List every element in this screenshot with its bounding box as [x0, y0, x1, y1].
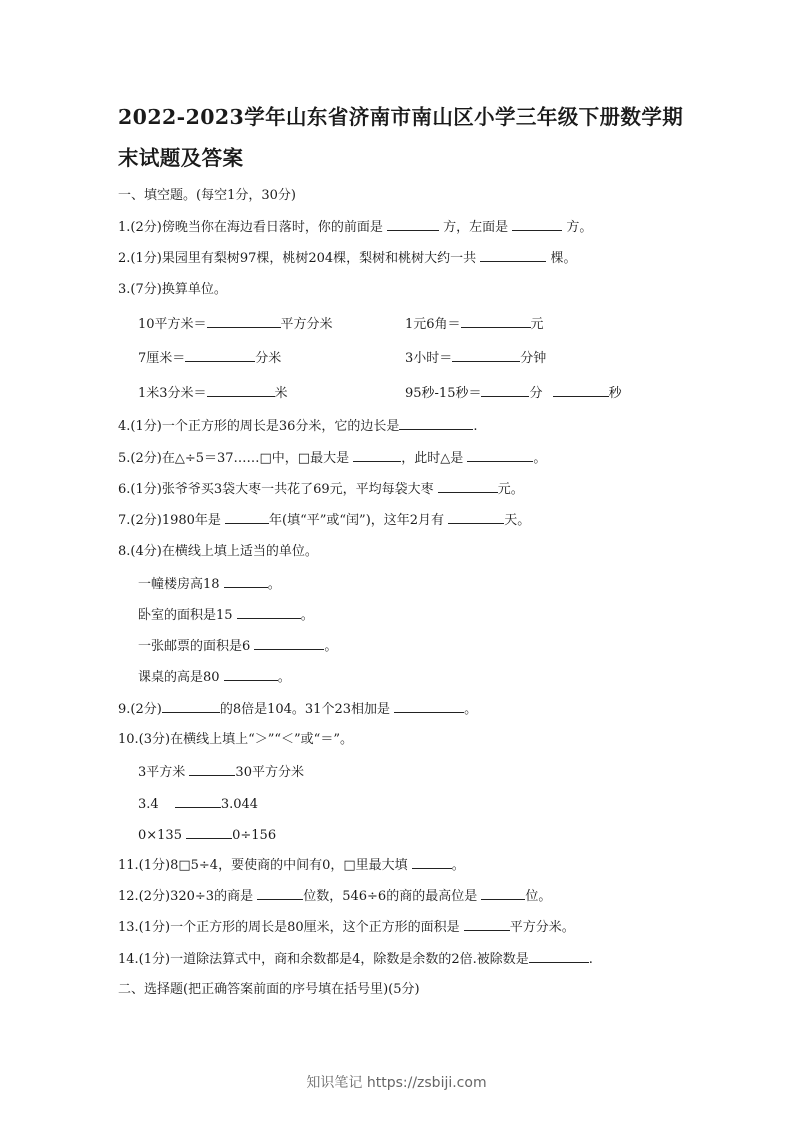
footer-watermark: 知识笔记 https://zsbiji.com: [306, 1075, 487, 1091]
q3-r2-blank-2[interactable]: [452, 350, 520, 362]
q10-r3-left: 0×135: [138, 828, 182, 843]
q9-text-b: 的8倍是104。31个23相加是: [219, 702, 390, 717]
q10-r1-blank[interactable]: [189, 764, 235, 776]
q3-row-2-left: [138, 350, 281, 367]
q8-i3-end: 。: [324, 639, 338, 654]
q10-r2-blank[interactable]: [175, 796, 221, 808]
q3-row-1-right: [405, 316, 544, 333]
q3-r1-text-d: 元: [530, 317, 544, 332]
q8-i1-blank[interactable]: [224, 576, 268, 588]
q8-i2-text: 卧室的面积是15: [138, 608, 233, 623]
q1-text-b: 方，左面是: [443, 220, 509, 235]
q12-text-a: 12.(2分)320÷3的商是: [118, 889, 254, 904]
q8-item-4: [138, 669, 291, 686]
q3-r2-text-c: 3小时＝: [405, 351, 453, 366]
question-4: [118, 418, 478, 435]
question-2: [118, 250, 576, 267]
q8-item-1: [138, 576, 281, 593]
q10-r3-right: 0÷156: [232, 828, 277, 843]
q2-text-b: 棵。: [550, 251, 577, 266]
q8-i2-end: 。: [300, 608, 314, 623]
q11-text-a: 11.(1分)8□5÷4，要使商的中间有0，□里最大填: [118, 858, 408, 873]
q5-blank-1[interactable]: [353, 450, 401, 462]
q3-r2-text-b: 分米: [255, 351, 282, 366]
question-5: [118, 450, 546, 467]
q8-i1-text: 一幢楼房高18: [138, 577, 220, 592]
q12-blank-1[interactable]: [257, 888, 303, 900]
q4-blank[interactable]: [399, 418, 473, 430]
q1-text-c: 方。: [566, 220, 593, 235]
q14-blank[interactable]: [529, 951, 589, 963]
q9-blank-1[interactable]: [162, 701, 220, 713]
question-3-heading: 3.(7分)换算单位。: [118, 282, 227, 297]
q14-text-a: 14.(1分)一道除法算式中，商和余数都是4，除数是余数的2倍.被除数是: [118, 952, 529, 967]
q10-r1-left: 3平方米: [138, 765, 186, 780]
question-11: [118, 857, 465, 874]
q1-text-a: 1.(2分)傍晚当你在海边看日落时，你的前面是: [118, 220, 383, 235]
q3-r1-text-c: 1元6角＝: [405, 317, 461, 332]
q12-text-b: 位数，546÷6的商的最高位是: [303, 889, 478, 904]
q10-r2-right: 3.044: [220, 797, 259, 812]
q3-r3-text-a: 1米3分米＝: [138, 386, 207, 401]
question-13: [118, 919, 575, 936]
q8-i3-text: 一张邮票的面积是6: [138, 639, 251, 654]
q9-blank-2[interactable]: [394, 701, 464, 713]
question-8-heading: 8.(4分)在横线上填上适当的单位。: [118, 544, 318, 559]
q1-blank-1[interactable]: [387, 219, 439, 231]
q3-r3-text-d: 分: [529, 386, 543, 401]
q13-blank[interactable]: [464, 919, 510, 931]
q7-text-b: 年(填“平”或“闰”)，这年2月有: [269, 513, 445, 528]
q10-row-3: [138, 827, 276, 844]
q8-i2-blank[interactable]: [237, 607, 301, 619]
q5-text-a: 5.(2分)在△÷5＝37……□中，□最大是: [118, 451, 350, 466]
q3-r2-blank-1[interactable]: [185, 350, 255, 362]
q8-i3-blank[interactable]: [254, 638, 324, 650]
q8-i4-text: 课桌的高是80: [138, 670, 220, 685]
q4-text-b: .: [473, 419, 478, 434]
q3-r3-text-c: 95秒-15秒＝: [405, 386, 482, 401]
q1-blank-2[interactable]: [512, 219, 562, 231]
q13-text-b: 平方分米。: [509, 920, 575, 935]
q3-r3-blank-1[interactable]: [207, 385, 275, 397]
question-10-heading: 10.(3分)在横线上填上“＞”“＜”或“＝”。: [118, 732, 353, 747]
question-14: [118, 951, 593, 968]
q8-i4-blank[interactable]: [224, 669, 278, 681]
q2-text-a: 2.(1分)果园里有梨树97棵，桃树204棵，梨树和桃树大约一共: [118, 251, 477, 266]
q8-item-2: [138, 607, 314, 624]
q3-r1-text-b: 平方分米: [280, 317, 333, 332]
q12-blank-2[interactable]: [481, 888, 525, 900]
title-line-1: 2022-2023学年山东省济南市南山区小学三年级下册数学期: [118, 105, 684, 129]
question-12: [118, 888, 551, 905]
q11-text-b: 。: [451, 858, 465, 873]
q3-r1-blank-2[interactable]: [461, 316, 531, 328]
q3-r3-blank-2[interactable]: [481, 385, 529, 397]
q3-r3-text-b: 米: [274, 386, 288, 401]
title-line-2: 末试题及答案: [118, 146, 244, 170]
q5-text-c: 。: [533, 451, 547, 466]
q7-text-a: 7.(2分)1980年是: [118, 513, 221, 528]
q9-text-a: 9.(2分): [118, 702, 162, 717]
q5-blank-2[interactable]: [467, 450, 533, 462]
q3-row-3-right: [405, 385, 622, 402]
q3-row-2-right: [405, 350, 546, 367]
q8-item-3: [138, 638, 337, 655]
q10-r1-right: 30平方分米: [235, 765, 304, 780]
q10-r2-left: 3.4: [138, 797, 159, 812]
question-1: [118, 219, 592, 236]
section-1-heading: 一、填空题。(每空1分，30分): [118, 188, 296, 203]
question-7: [118, 512, 530, 529]
q11-blank[interactable]: [412, 857, 452, 869]
q5-text-b: ，此时△是: [401, 451, 464, 466]
q14-text-b: .: [588, 952, 593, 967]
q3-r2-text-d: 分钟: [520, 351, 547, 366]
q10-row-2: [138, 796, 258, 813]
q8-i4-end: 。: [277, 670, 291, 685]
q6-text-a: 6.(1分)张爷爷买3袋大枣一共花了69元，平均每袋大枣: [118, 482, 434, 497]
q7-blank-2[interactable]: [448, 512, 504, 524]
q12-text-c: 位。: [525, 889, 552, 904]
q8-i1-end: 。: [267, 577, 281, 592]
q4-text-a: 4.(1分)一个正方形的周长是36分米，它的边长是: [118, 419, 400, 434]
q3-r1-text-a: 10平方米＝: [138, 317, 207, 332]
q3-r3-blank-3[interactable]: [553, 385, 609, 397]
q3-r1-blank-1[interactable]: [207, 316, 281, 328]
q2-blank[interactable]: [480, 250, 546, 262]
q7-text-c: 天。: [504, 513, 531, 528]
q9-text-c: 。: [464, 702, 478, 717]
q7-blank-1[interactable]: [225, 512, 269, 524]
q3-row-1-left: [138, 316, 333, 333]
q3-r3-text-e: 秒: [608, 386, 622, 401]
q6-blank[interactable]: [438, 481, 498, 493]
question-9: [118, 701, 477, 718]
q6-text-b: 元。: [497, 482, 524, 497]
q3-r2-text-a: 7厘米＝: [138, 351, 186, 366]
q13-text-a: 13.(1分)一个正方形的周长是80厘米，这个正方形的面积是: [118, 920, 460, 935]
q10-row-1: [138, 764, 304, 781]
q3-row-3-left: [138, 385, 288, 402]
q10-r3-blank[interactable]: [186, 827, 232, 839]
section-2-heading: 二、选择题(把正确答案前面的序号填在括号里)(5分): [118, 982, 420, 997]
question-6: [118, 481, 524, 498]
